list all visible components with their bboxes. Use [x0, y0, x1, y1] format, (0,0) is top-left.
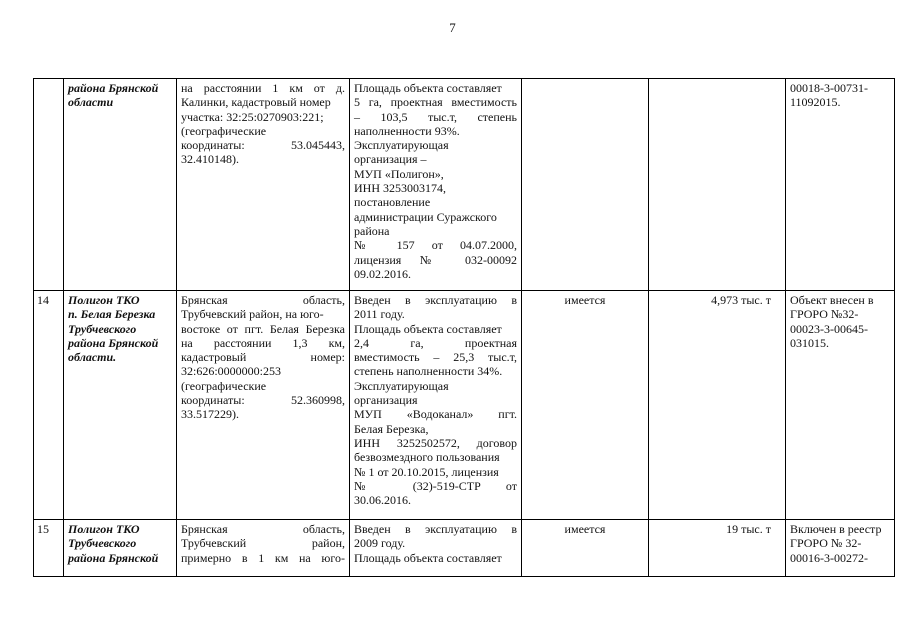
facility-location-line: Трубчевский район, на юго-	[181, 307, 324, 322]
facility-location-cell	[177, 291, 350, 520]
facility-description-line: № 157 от 04.07.2000,	[354, 238, 517, 253]
facility-name-line: района Брянской	[68, 550, 159, 565]
facility-description-line: Введен в эксплуатацию в	[354, 293, 517, 307]
facility-description-line: 2011 году.	[354, 307, 405, 322]
facility-location-line: (географические	[181, 123, 267, 138]
registry-entry-line: 00023-3-00645-	[790, 321, 868, 336]
row-number: 14	[37, 293, 49, 307]
facility-status-cell	[522, 520, 649, 577]
facility-location-line: участка: 32:25:0270903:221;	[181, 109, 324, 124]
facility-location-line: координаты: 53.045443,	[181, 138, 345, 153]
facility-description-line: 2009 году.	[354, 536, 406, 551]
facility-description-line: безвозмездного пользования	[354, 450, 500, 465]
facility-description-cell	[350, 79, 522, 291]
row-number-cell	[34, 291, 64, 520]
facility-description-line: Эксплуатирующая	[354, 138, 449, 153]
registry-entry-cell	[786, 79, 895, 291]
facility-description-line: № (32)-519-СТР от	[354, 478, 517, 493]
facility-name-cell	[64, 79, 177, 291]
facility-description-line: 5 га, проектная вместимость	[354, 95, 517, 110]
facility-name-line: области.	[68, 350, 117, 365]
facility-description-line: лицензия № 032-00092	[354, 252, 517, 267]
facility-description-line: степень наполненности 34%.	[354, 364, 503, 379]
facility-description-line: МУП «Полигон»,	[354, 166, 444, 181]
facility-status-cell	[522, 79, 649, 291]
facility-location-line: на расстоянии 1,3 км,	[181, 335, 345, 350]
waste-amount-cell	[649, 291, 786, 520]
facility-location-line: на расстоянии 1 км от д.	[181, 81, 345, 95]
facility-name-line: Полигон ТКО	[68, 293, 140, 307]
registry-entry-line: 031015.	[790, 335, 829, 350]
facility-name-cell	[64, 520, 177, 577]
facility-description-line: ИНН 3253003174,	[354, 181, 446, 196]
facility-description-line: Площадь объекта составляет	[354, 550, 502, 565]
facility-description-line: МУП «Водоканал» пгт.	[354, 407, 517, 422]
facility-status-cell	[522, 291, 649, 520]
facility-description-line: организация	[354, 393, 418, 408]
facility-location-line: Брянская область,	[181, 522, 345, 536]
facility-description-line: Белая Березка,	[354, 421, 429, 436]
facility-location-line: примерно в 1 км на юго-	[181, 550, 345, 565]
facility-location-line: Калинки, кадастровый номер	[181, 95, 331, 110]
facility-name-line: района Брянской	[68, 81, 159, 95]
row-number-cell	[34, 520, 64, 577]
waste-amount: 4,973 тыс. т	[711, 293, 771, 307]
facility-location-line: 33.517229).	[181, 407, 239, 422]
row-number-cell	[34, 79, 64, 291]
facility-location-line: 32:626:0000000:253	[181, 364, 282, 379]
facility-status: имеется	[564, 522, 606, 536]
facility-description-line: № 1 от 20.10.2015, лицензия	[354, 464, 499, 479]
facility-location-line: востоке от пгт. Белая Березка	[181, 321, 345, 336]
facility-description-line: ИНН 3252502572, договор	[354, 435, 517, 450]
facility-description-line: наполненности 93%.	[354, 123, 460, 138]
registry-entry-line: 00018-3-00731-	[790, 81, 868, 95]
facility-description-line: Введен в эксплуатацию в	[354, 522, 517, 536]
facility-description-line: Площадь объекта составляет	[354, 81, 502, 95]
facility-location-line: Брянская область,	[181, 293, 345, 307]
waste-amount-cell	[649, 79, 786, 291]
waste-amount: 19 тыс. т	[726, 522, 771, 536]
facility-description-line: администрации Суражского	[354, 209, 497, 224]
registry-entry-cell	[786, 291, 895, 520]
row-number: 15	[37, 522, 49, 536]
table-row	[34, 79, 895, 291]
registry-entry-line: ГРОРО № 32-	[790, 536, 862, 551]
waste-facilities-table	[33, 78, 895, 577]
registry-entry-cell	[786, 520, 895, 577]
facility-location-cell	[177, 520, 350, 577]
table-row	[34, 520, 895, 577]
facility-name-line: района Брянской	[68, 335, 159, 350]
facility-description-line: организация –	[354, 152, 427, 167]
facility-location-line: 32.410148).	[181, 152, 239, 167]
facility-description-line: постановление	[354, 195, 431, 210]
page-number: 7	[449, 20, 456, 35]
table-row	[34, 291, 895, 520]
facility-description-cell	[350, 520, 522, 577]
facility-location-cell	[177, 79, 350, 291]
facility-description-line: Площадь объекта составляет	[354, 321, 502, 336]
facility-description-line: района	[354, 223, 390, 238]
facility-description-line: Эксплуатирующая	[354, 378, 449, 393]
facility-description-line: вместимость – 25,3 тыс.т,	[354, 350, 517, 365]
facility-description-line: – 103,5 тыс.т, степень	[354, 109, 517, 124]
facility-location-line: Трубчевский район,	[181, 536, 345, 551]
facility-name-line: Полигон ТКО	[68, 522, 140, 536]
facility-location-line: кадастровый номер:	[181, 350, 345, 365]
registry-entry-line: Включен в реестр	[790, 522, 882, 536]
waste-amount-cell	[649, 520, 786, 577]
facility-location-line: (географические	[181, 378, 267, 393]
facility-name-line: Трубчевского	[68, 536, 137, 551]
facility-name-line: п. Белая Березка	[68, 307, 156, 322]
facility-location-line: координаты: 52.360998,	[181, 393, 345, 408]
facility-name-line: области	[68, 95, 114, 110]
facility-description-cell	[350, 291, 522, 520]
registry-entry-line: 11092015.	[790, 95, 841, 110]
facility-name-line: Трубчевского	[68, 321, 137, 336]
registry-entry-line: 00016-3-00272-	[790, 550, 868, 565]
facility-description-line: 09.02.2016.	[354, 266, 411, 281]
facility-description-line: 30.06.2016.	[354, 493, 411, 508]
facility-status: имеется	[564, 293, 606, 307]
registry-entry-line: Объект внесен в	[790, 293, 874, 307]
registry-entry-line: ГРОРО №32-	[790, 307, 859, 322]
facility-description-line: 2,4 га, проектная	[354, 335, 517, 350]
facility-name-cell	[64, 291, 177, 520]
